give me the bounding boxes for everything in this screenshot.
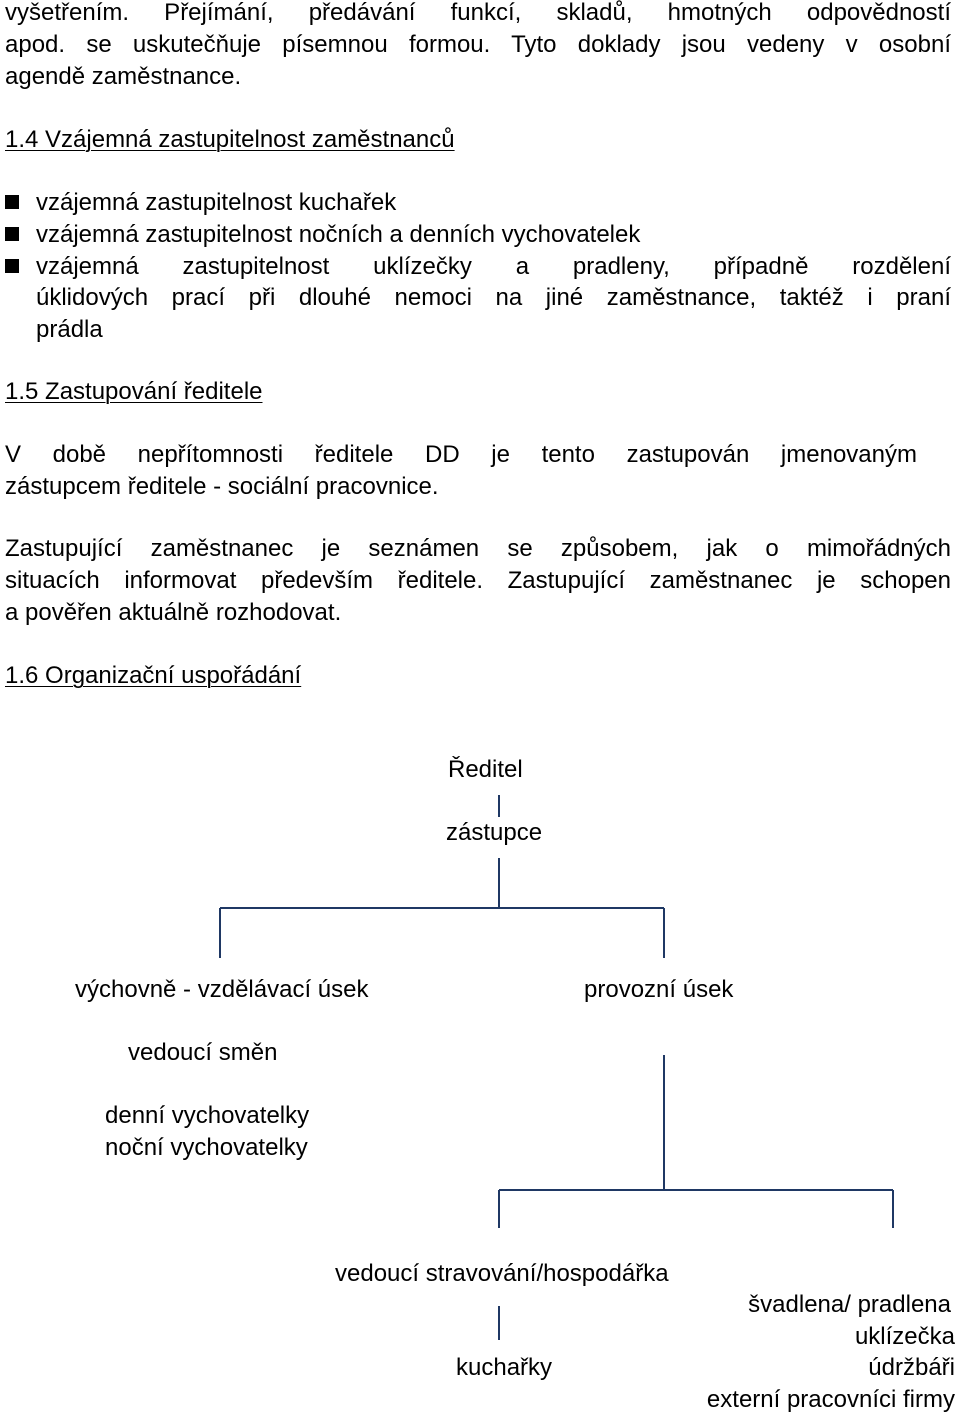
bullet-item-3-line-3: prádla	[36, 316, 103, 343]
p2-line-3: a pověřen aktuálně rozhodovat.	[5, 599, 342, 626]
intro-line-1: vyšetřením. Přejímání, předávání funkcí, skladů, hmotných odpovědností	[5, 0, 951, 26]
bullet-item-3-line-2: úklidových prací při dlouhé nemoci na jiné zaměstnance, taktéž i praní	[36, 284, 951, 311]
org-deputy: zástupce	[446, 819, 543, 846]
org-cleaner: uklízečka	[854, 1323, 955, 1350]
org-day-educators: denní vychovatelky	[105, 1102, 310, 1129]
p2-line-2: situacích informovat především ředitele. Zastupující zaměstnanec je schopen	[5, 567, 951, 594]
org-shift-lead: vedoucí směn	[128, 1039, 278, 1066]
org-educational-section: výchovně - vzdělávací úsek	[75, 976, 369, 1003]
section-1-6-heading: 1.6 Organizační uspořádání	[5, 662, 302, 689]
bullet-item-1: vzájemná zastupitelnost kuchařek	[36, 189, 397, 216]
org-operations-section: provozní úsek	[584, 976, 734, 1003]
org-cooks: kuchařky	[456, 1354, 553, 1381]
p1-line-1: V době nepřítomnosti ředitele DD je tento zastupován jmenovaným	[5, 441, 917, 468]
section-1-5-heading: 1.5 Zastupování ředitele	[5, 378, 263, 405]
org-maintenance: údržbáři	[868, 1354, 955, 1381]
bullet-item-3-line-1: vzájemná zastupitelnost uklízečky a pradleny, případně rozdělení	[36, 253, 951, 280]
org-seamstress: švadlena/ pradlena	[748, 1291, 951, 1318]
org-night-educators: noční vychovatelky	[105, 1134, 308, 1161]
bullet-item-2: vzájemná zastupitelnost nočních a denních vychovatelek	[36, 221, 641, 248]
intro-line-2: apod. se uskutečňuje písemnou formou. Tyto doklady jsou vedeny v osobní	[5, 31, 951, 58]
p2-line-1: Zastupující zaměstnanec je seznámen se způsobem, jak o mimořádných	[5, 535, 951, 562]
org-director: Ředitel	[448, 756, 523, 783]
p1-line-2: zástupcem ředitele - sociální pracovnice.	[5, 473, 439, 500]
section-1-4-heading: 1.4 Vzájemná zastupitelnost zaměstnanců	[5, 126, 455, 153]
org-catering-head: vedoucí stravování/hospodářka	[335, 1260, 669, 1287]
intro-line-3: agendě zaměstnance.	[5, 63, 242, 90]
org-external-firms: externí pracovníci firmy	[706, 1386, 955, 1413]
